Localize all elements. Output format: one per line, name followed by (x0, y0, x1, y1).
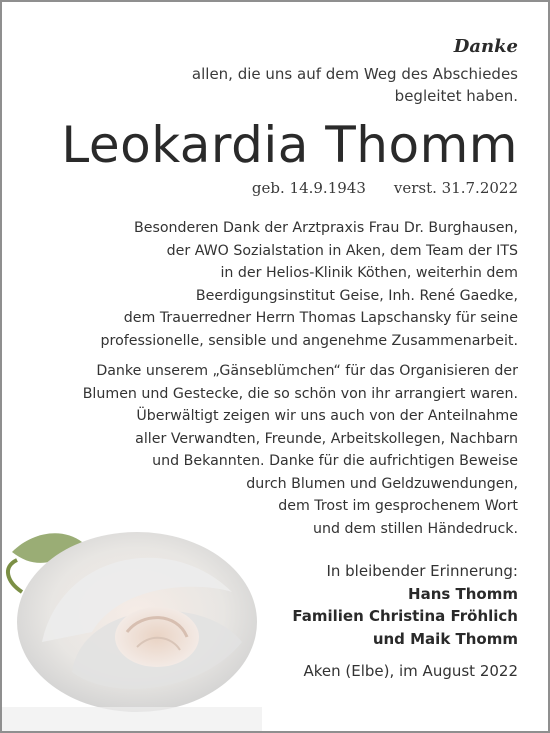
life-dates (38, 179, 518, 197)
paragraph-line: der AWO Sozialstation in Aken, dem Team der ITS (166, 242, 518, 259)
intro-text (38, 63, 518, 107)
paragraph-line: und dem stillen Händedruck. (312, 520, 518, 537)
paragraph-line: Beerdigungsinstitut Geise, Inh. René Gaedke, (195, 287, 518, 304)
paragraph-line: durch Blumen und Geldzuwendungen, (246, 475, 518, 492)
intro-line: allen, die uns auf dem Weg des Abschiedes (191, 65, 518, 83)
paragraph-line: Besonderen Dank der Arztpraxis Frau Dr. Burghausen, (134, 220, 518, 236)
deceased-name: Leokardia Thomm (61, 116, 518, 174)
place-and-date: Aken (Elbe), im August 2022 (303, 662, 518, 680)
birth-date: geb. 14.9.1943 (251, 179, 366, 197)
death-date: verst. 31.7.2022 (393, 179, 518, 197)
paragraph-line: Danke unserem „Gänseblümchen“ für das Organisieren der (96, 363, 518, 379)
signoff (38, 560, 518, 650)
intro-line: begleitet haben. (394, 87, 518, 105)
paragraph-line: Überwältigt zeigen wir uns auch von der Anteilnahme (136, 408, 518, 424)
signoff-name: Familien Christina Fröhlich (292, 607, 518, 625)
signoff-intro: In bleibender Erinnerung: (326, 562, 518, 580)
paragraph-line: dem Trost im gesprochenem Wort (278, 498, 518, 514)
paragraph-line: in der Helios-Klinik Köthen, weiterhin dem (220, 265, 518, 281)
thanks-heading: Danke (453, 36, 518, 57)
obituary-text (38, 2, 518, 680)
paragraph-line: aller Verwandten, Freunde, Arbeitskollegen, Nachbarn (135, 430, 518, 447)
thanks-paragraph-2 (38, 360, 518, 540)
signoff-name: Hans Thomm (408, 584, 518, 603)
paragraph-line: professionelle, sensible und angenehme Zusammenarbeit. (100, 332, 518, 349)
paragraph-line: dem Trauerredner Herrn Thomas Lapschansky für seine (123, 310, 518, 326)
thanks-paragraph-1 (38, 217, 518, 352)
paragraph-line: und Bekannten. Danke für die aufrichtigen Beweise (152, 453, 518, 469)
paragraph-line: Blumen und Gestecke, die so schön von ihr arrangiert waren. (82, 385, 518, 402)
signoff-name: und Maik Thomm (372, 629, 518, 648)
